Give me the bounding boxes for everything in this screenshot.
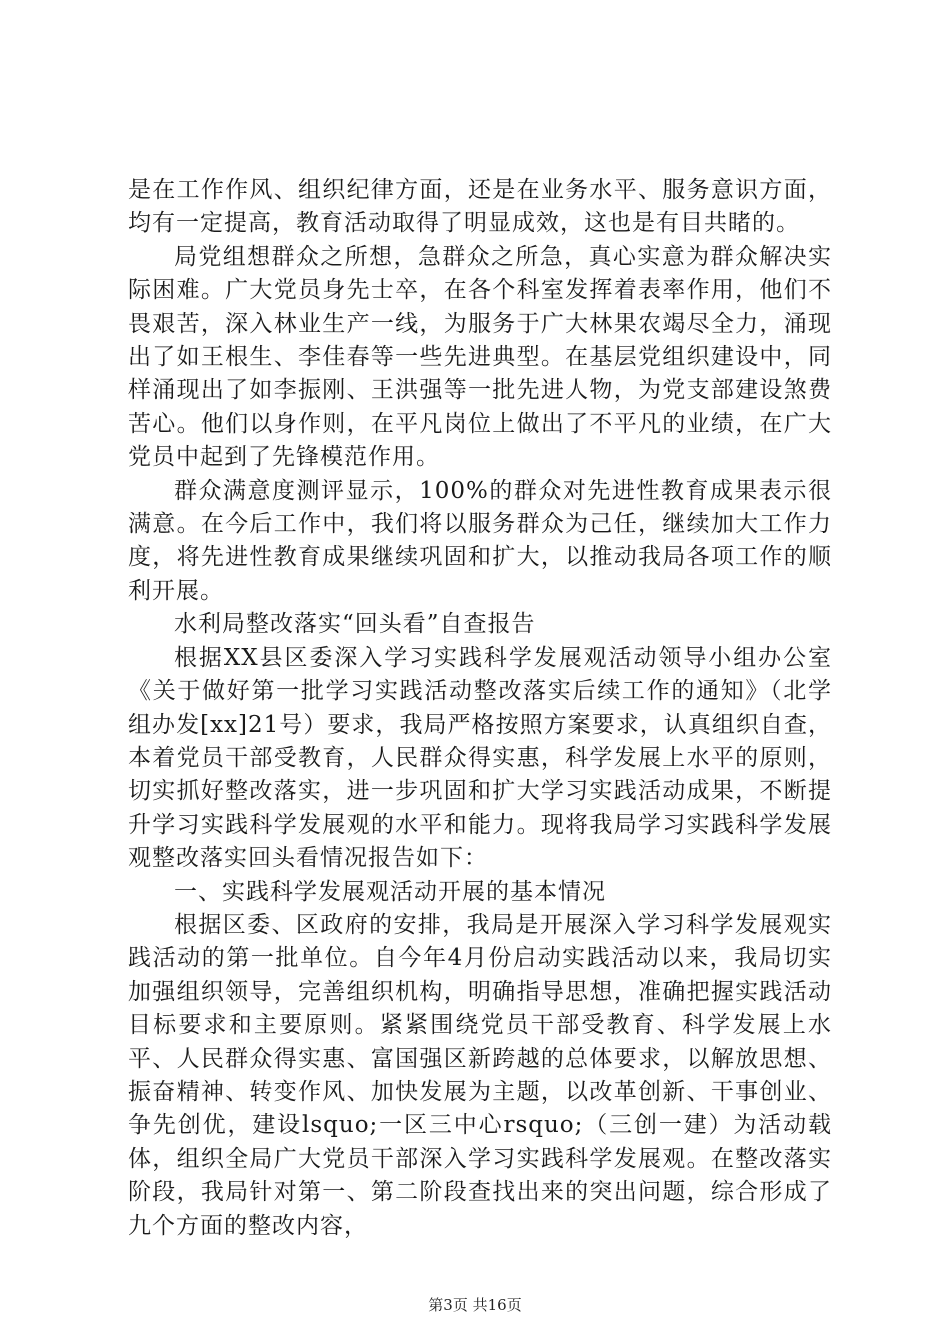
report-title: 水利局整改落实“回头看”自查报告: [174, 611, 536, 638]
section-heading-one: 一、实践科学发展观活动开展的基本情况: [174, 878, 606, 905]
page-footer: 第3页 共16页: [428, 1296, 522, 1314]
paragraph-continued: 是在工作作风、组织纪律方面，还是在业务水平、服务意识方面，均有一定提高，教育活动取得了明显成效，这也是有目共睹的。: [128, 177, 832, 237]
paragraph-basic-situation: 根据区委、区政府的安排，我局是开展深入学习科学发展观实践活动的第一批单位。自今年4月份启动实践活动以来，我局切实加强组织领导，完善组织机构，明确指导思想，准确把握实践活动目标要求和主要原则。紧紧围绕党员干部受教育、科学发展上水平、人民群众得实惠、富国强区新跨越的总体要求，以解放思想、振奋精神、转变作风、加快发展为主题，以改革创新、干事创业、争先创优，建设lsquo;一区三中心rsquo;（三创一建）为活动载体，组织全局广大党员干部深入学习实践科学发展观。在整改落实阶段，我局针对第一、第二阶段查找出来的突出问题，综合形成了九个方面的整改内容，: [128, 911, 832, 1239]
paragraph-party-group: 局党组想群众之所想，急群众之所急，真心实意为群众解决实际困难。广大党员身先士卒，在各个科室发挥着表率作用，他们不畏艰苦，深入林业生产一线，为服务于广大林果农竭尽全力，涌现出了如王根生、李佳春等一些先进典型。在基层党组织建设中，同样涌现出了如李振刚、王洪强等一批先进人物，为党支部建设煞费苦心。他们以身作则，在平凡岗位上做出了不平凡的业绩，在广大党员中起到了先锋模范作用。: [128, 243, 832, 471]
paragraph-according: 根据XX县区委深入学习实践科学发展观活动领导小组办公室《关于做好第一批学习实践活动整改落实后续工作的通知》（北学组办发[xx]21号）要求，我局严格按照方案要求，认真组织自查，本着党员干部受教育，人民群众得实惠，科学发展上水平的原则，切实抓好整改落实，进一步巩固和扩大学习实践活动成果，不断提升学习实践科学发展观的水平和能力。现将我局学习实践科学发展观整改落实回头看情况报告如下：: [128, 644, 832, 872]
document-body: [128, 174, 832, 1243]
paragraph-satisfaction: 群众满意度测评显示，100%的群众对先进性教育成果表示很满意。在今后工作中，我们将以服务群众为己任，继续加大工作力度，将先进性教育成果继续巩固和扩大，以推动我局各项工作的顺利开展。: [128, 477, 832, 604]
